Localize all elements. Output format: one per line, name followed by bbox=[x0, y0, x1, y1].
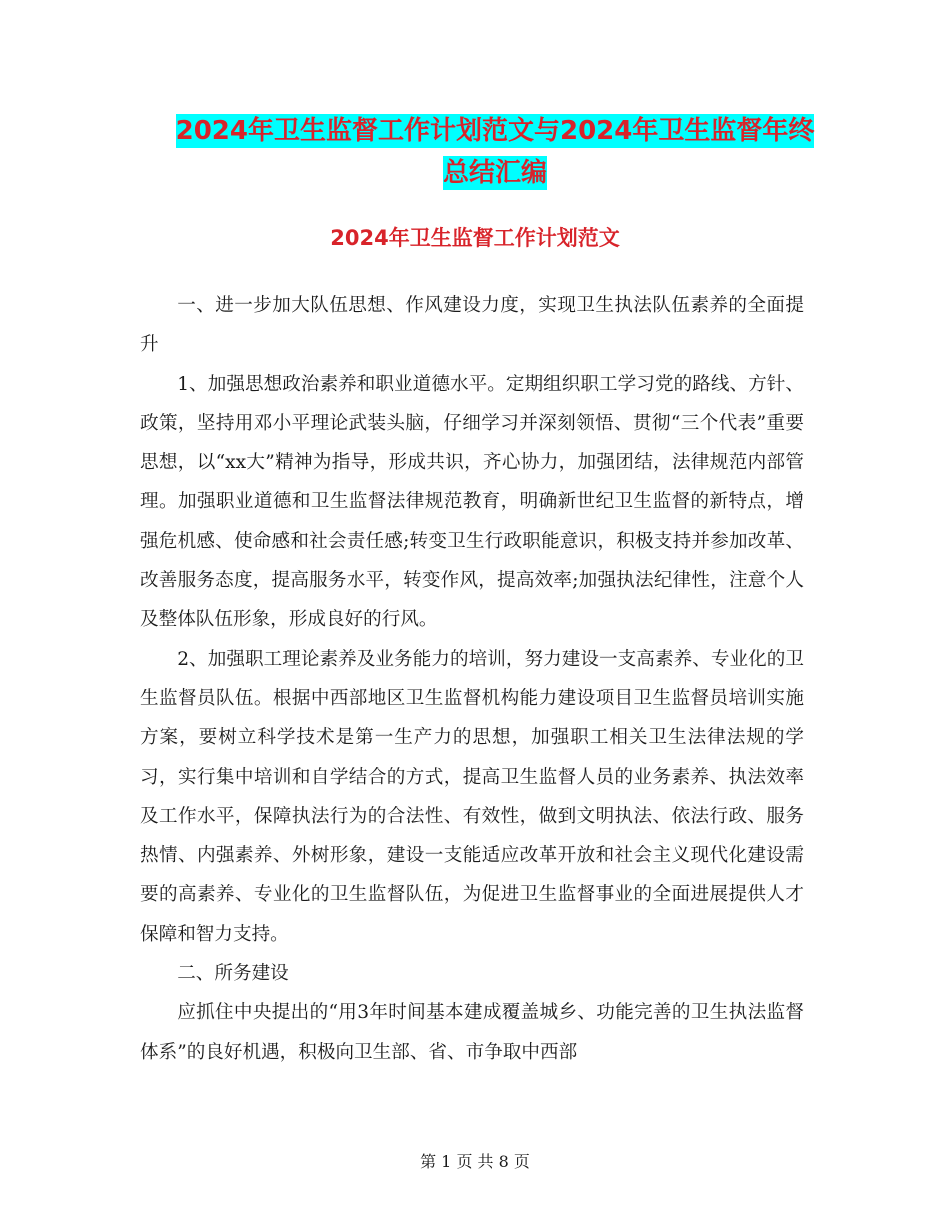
section-title: 2024年卫生监督工作计划范文 bbox=[330, 226, 620, 250]
document-title-line-1 bbox=[140, 108, 850, 154]
paragraph-heading-2: 二、所务建设 bbox=[177, 963, 289, 985]
paragraph: 应抓住中央提出的“用3年时间基本建成覆盖城乡、功能完善的卫生执法监督体系”的良好机遇，积极向卫生部、省、市争取中西部 bbox=[140, 1002, 804, 1063]
document-title-text-2: 总结汇编 bbox=[442, 158, 547, 188]
document-title-line-2 bbox=[140, 150, 850, 196]
paragraph-heading-1: 一、进一步加大队伍思想、作风建设力度，实现卫生执法队伍素养的全面提升 bbox=[140, 295, 804, 356]
paragraph: 1、加强思想政治素养和职业道德水平。定期组织职工学习党的路线、方针、政策，坚持用邓小平理论武装头脑，仔细学习并深刻领悟、贯彻“三个代表”重要思想，以“xx大”精神为指导，形成共识，齐心协力，加强团结，法律规范内部管理。加强职业道德和卫生监督法律规范教育，明确新世纪卫生监督的新特点，增强危机感、使命感和社会责任感;转变卫生行政职能意识，积极支持并参加改革、改善服务态度，提高服务水平，转变作风，提高效率;加强执法纪律性，注意个人及整体队伍形象，形成良好的行风。 bbox=[140, 373, 804, 631]
document-title-text-1: 2024年卫生监督工作计划范文与2024年卫生监督年终 bbox=[175, 116, 815, 146]
page-footer: 第 1 页 共 8 页 bbox=[420, 1152, 530, 1171]
paragraph: 2、加强职工理论素养及业务能力的培训，努力建设一支高素养、专业化的卫生监督员队伍。根据中西部地区卫生监督机构能力建设项目卫生监督员培训实施方案，要树立科学技术是第一生产力的思想，加强职工相关卫生法律法规的学习，实行集中培训和自学结合的方式，提高卫生监督人员的业务素养、执法效率及工作水平，保障执法行为的合法性、有效性，做到文明执法、依法行政、服务热情、内强素养、外树形象，建设一支能适应改革开放和社会主义现代化建设需要的高素养、专业化的卫生监督队伍，为促进卫生监督事业的全面进展提供人才保障和智力支持。 bbox=[140, 648, 804, 945]
document-body bbox=[140, 286, 804, 1072]
